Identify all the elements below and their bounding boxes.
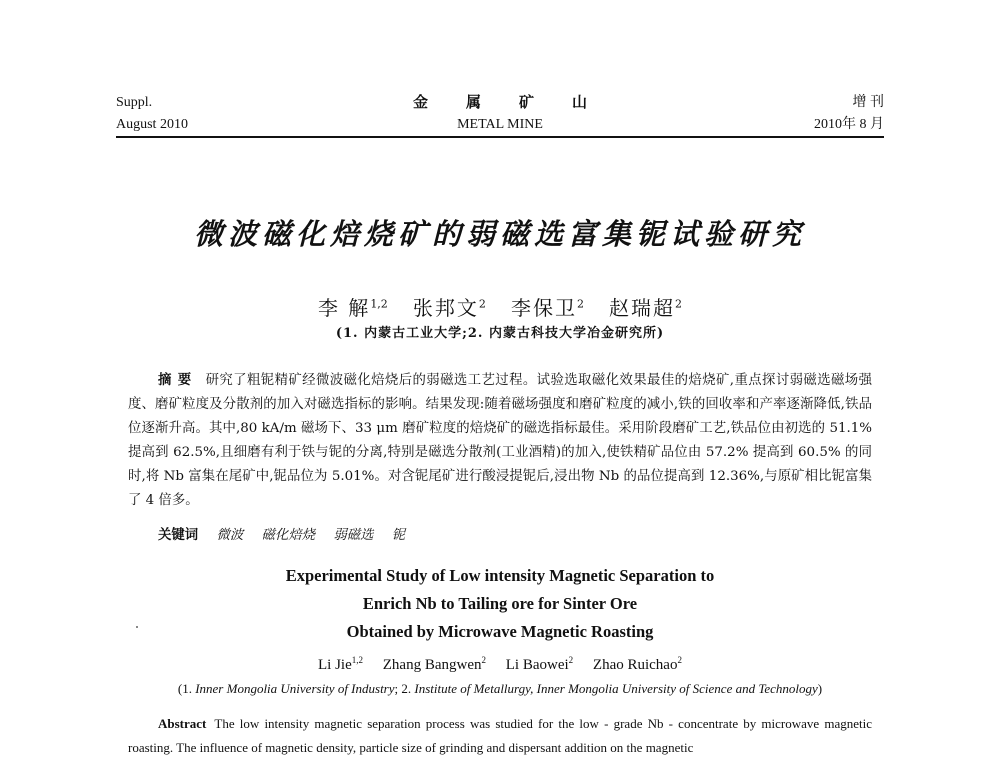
author-cn: 张邦文$^2$ (412, 296, 486, 320)
keyword: 磁化焙烧 (261, 528, 316, 543)
keyword: 弱磁选 (333, 528, 374, 543)
title-en-line: Experimental Study of Low intensity Magnetic Separation to (285, 566, 715, 585)
abstract-text-cn: 研究了粗铌精矿经微波磁化焙烧后的弱磁选工艺过程。试验选取磁化效果最佳的焙烧矿,重点探讨弱磁选磁场强度、磨矿粒度及分散剂的加入对磁选指标的影响。结果发现:随着磁场强度和磨矿粒度的减小,铁的回收率和产率逐渐降低,铁品位逐渐升高。其中,80 kA/m 磁场下、33 μm 磨矿粒度的焙烧矿的磁选指标最佳。采用阶段磨矿工艺,铁品位由初选的 51.1% 提高到 62.5%,且细磨有利于铁与铌的分离,特别是磁选分散剂(工业酒精)的加入,使铁精矿品位由 57.2% 提高到 60.5% 的同时,将 Nb 富集在尾矿中,铌品位为 5.01%。对含铌尾矿进行酸浸提铌后,浸出物 Nb 的品位提高到 12.36%,与原矿相比铌富集了 4 倍多。 (128, 373, 872, 508)
header-date-cn: 2010年 8 月 (814, 117, 884, 132)
keywords-cn (158, 524, 419, 547)
author-en: Zhang Bangwen$^2$ (382, 655, 486, 673)
author-list-en (0, 655, 1000, 674)
title-en-line: Enrich Nb to Tailing ore for Sinter Ore (362, 594, 638, 613)
author-en: Li Baowei$^2$ (505, 655, 574, 673)
abstract-label-en: Abstract (158, 716, 207, 731)
affiliation-cn: (1. 内蒙古工业大学;2. 内蒙古科技大学冶金研究所) (335, 326, 665, 341)
header-rule (116, 136, 884, 138)
author-en: Zhao Ruichao$^2$ (592, 655, 682, 673)
abstract-label-cn: 摘要 (158, 372, 198, 388)
keywords-label-cn: 关键词 (158, 527, 199, 543)
running-header (116, 92, 884, 136)
keyword: 铌 (391, 528, 406, 543)
paper-title-en (0, 562, 1000, 646)
title-en-line: Obtained by Microwave Magnetic Roasting (346, 622, 654, 641)
header-suppl: Suppl. (116, 95, 153, 110)
abstract-cn (128, 368, 872, 513)
affiliation-en: (1. Inner Mongolia University of Industry; 2. Institute of Metallurgy, Inner Mongolia University of Science and Technology) (177, 681, 823, 696)
author-en: Li Jie$^{1,2}$ (318, 655, 364, 673)
abstract-en (128, 712, 872, 760)
author-list-cn (0, 292, 1000, 321)
journal-name-en: METAL MINE (457, 117, 543, 132)
author-cn: 李 解$^{1,2}$ (317, 296, 388, 320)
author-cn: 赵瑞超$^2$ (609, 296, 683, 320)
header-date-en: August 2010 (116, 117, 188, 132)
author-cn: 李保卫$^2$ (510, 296, 584, 320)
scan-speck (136, 626, 138, 628)
keyword: 微波 (216, 528, 244, 543)
paper-title-cn: 微波磁化焙烧矿的弱磁选富集铌试验研究 (193, 217, 806, 251)
header-supplement-cn: 增 刊 (852, 95, 884, 110)
journal-name-cn: 金属矿山 (412, 95, 625, 111)
header-right (814, 92, 884, 136)
abstract-text-en: The low intensity magnetic separation process was studied for the low - grade Nb - concentrate by microwave magnetic roasting. The influence of magnetic density, particle size of grinding and dispersant addition on the magnetic (128, 716, 872, 755)
header-center (116, 92, 884, 136)
